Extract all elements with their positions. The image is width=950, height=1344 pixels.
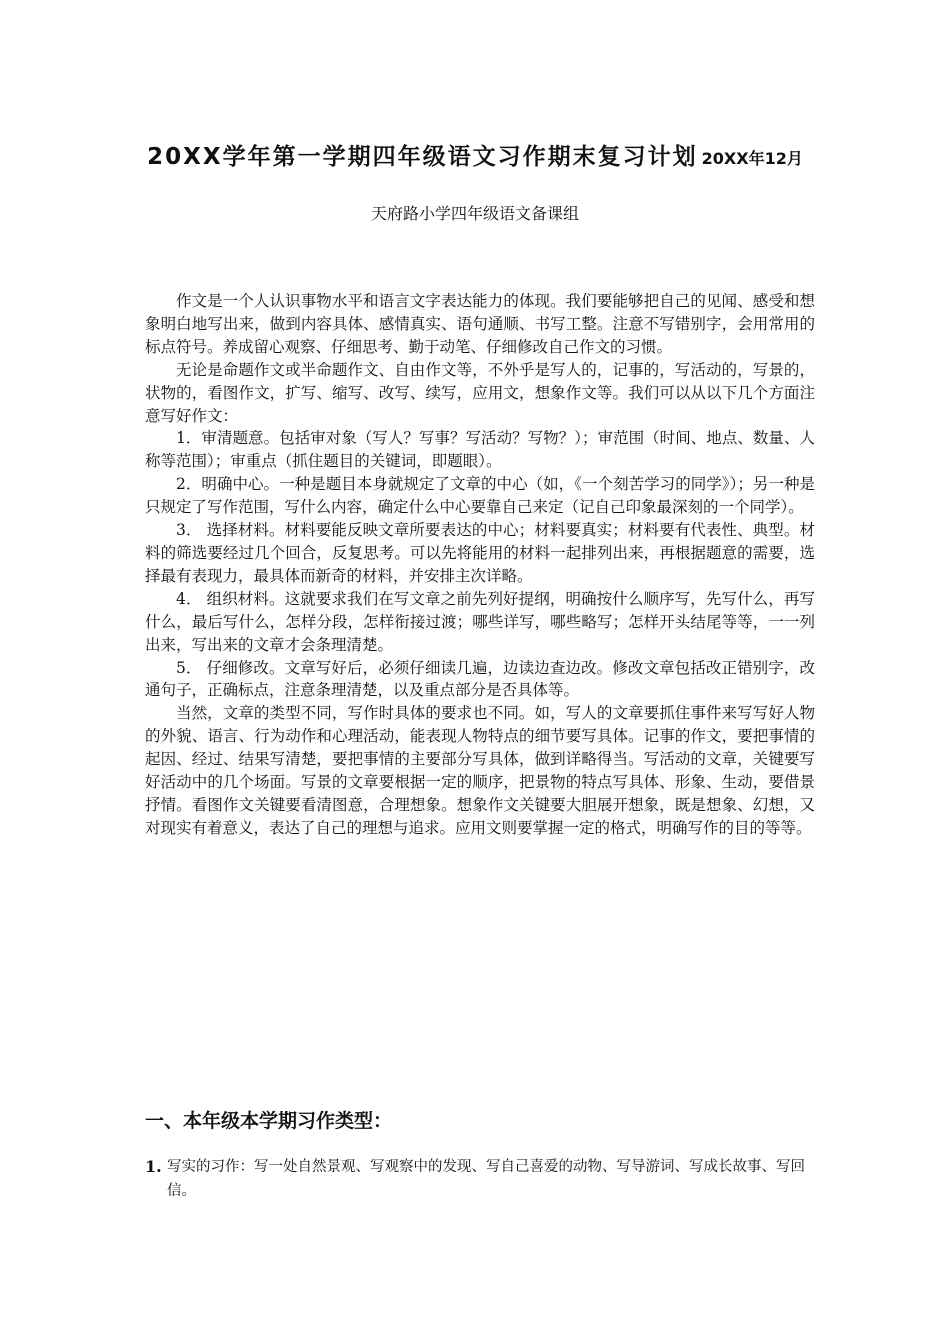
paragraph: 5． 仔细修改。文章写好后，必须仔细读几遍，边读边查边改。修改文章包括改正错别字，改通句子，正确标点，注意条理清楚，以及重点部分是否具体等。 xyxy=(145,658,815,700)
list-item-text: 写实的习作：写一处自然景观、写观察中的发现、写自己喜爱的动物、写导游词、写成长故事、写回信。 xyxy=(167,1159,805,1199)
list-item-number: 1. xyxy=(145,1157,162,1176)
body-text xyxy=(145,290,815,840)
paragraph: 1．审清题意。包括审对象（写人？写事？写活动？写物？）；审范围（时间、地点、数量、人称等范围）；审重点（抓住题目的关键词，即题眼）。 xyxy=(145,429,815,471)
paragraph: 当然，文章的类型不同，写作时具体的要求也不同。如，写人的文章要抓住事件来写写好人物的外貌、语言、行为动作和心理活动，能表现人物特点的细节要写具体。记事的作文，要把事情的起因、经过、结果写清楚，要把事情的主要部分写具体，做到详略得当。写活动的文章，关键要写好活动中的几个场面。写景的文章要根据一定的顺序，把景物的特点写具体、形象、生动，要借景抒情。看图作文关键要看清图意，合理想象。想象作文关键要大胆展开想象，既是想象、幻想，又对现实有着意义，表达了自己的理想与追求。应用文则要掌握一定的格式，明确写作的目的等等。 xyxy=(145,704,815,837)
title-text: 20XX学年第一学期四年级语文习作期末复习计划 xyxy=(147,144,698,170)
paragraph: 4． 组织材料。这就要求我们在写文章之前先列好提纲，明确按什么顺序写，先写什么，再写什么，最后写什么，怎样分段，怎样衔接过渡；哪些详写，哪些略写；怎样开头结尾等等，一一列出来，写出来的文章才会条理清楚。 xyxy=(145,589,815,654)
paragraph: 无论是命题作文或半命题作文、自由作文等，不外乎是写人的，记事的，写活动的，写景的，状物的，看图作文，扩写、缩写、改写、续写，应用文，想象作文等。我们可以从以下几个方面注意写好作文： xyxy=(145,360,815,425)
document-subtitle: 天府路小学四年级语文备课组 xyxy=(370,204,579,223)
section-heading: 一、本年级本学期习作类型： xyxy=(145,1110,393,1132)
title-date: 20XX年12月 xyxy=(701,149,803,168)
list-item xyxy=(145,1155,815,1203)
document-title xyxy=(0,138,950,171)
paragraph: 3． 选择材料。材料要能反映文章所要表达的中心；材料要真实；材料要有代表性、典型。材料的筛选要经过几个回合，反复思考。可以先将能用的材料一起排列出来，再根据题意的需要，选择最有表现力，最具体而新奇的材料，并安排主次详略。 xyxy=(145,521,815,585)
paragraph: 2．明确中心。一种是题目本身就规定了文章的中心（如，《一个刻苦学习的同学》）；另一种是只规定了写作范围，写什么内容，确定什么中心要靠自己来定（记自己印象最深刻的一个同学）。 xyxy=(145,475,815,517)
paragraph: 作文是一个人认识事物水平和语言文字表达能力的体现。我们要能够把自己的见闻、感受和想象明白地写出来，做到内容具体、感情真实、语句通顺、书写工整。注意不写错别字，会用常用的标点符号。养成留心观察、仔细思考、勤于动笔、仔细修改自己作文的习惯。 xyxy=(145,292,815,356)
